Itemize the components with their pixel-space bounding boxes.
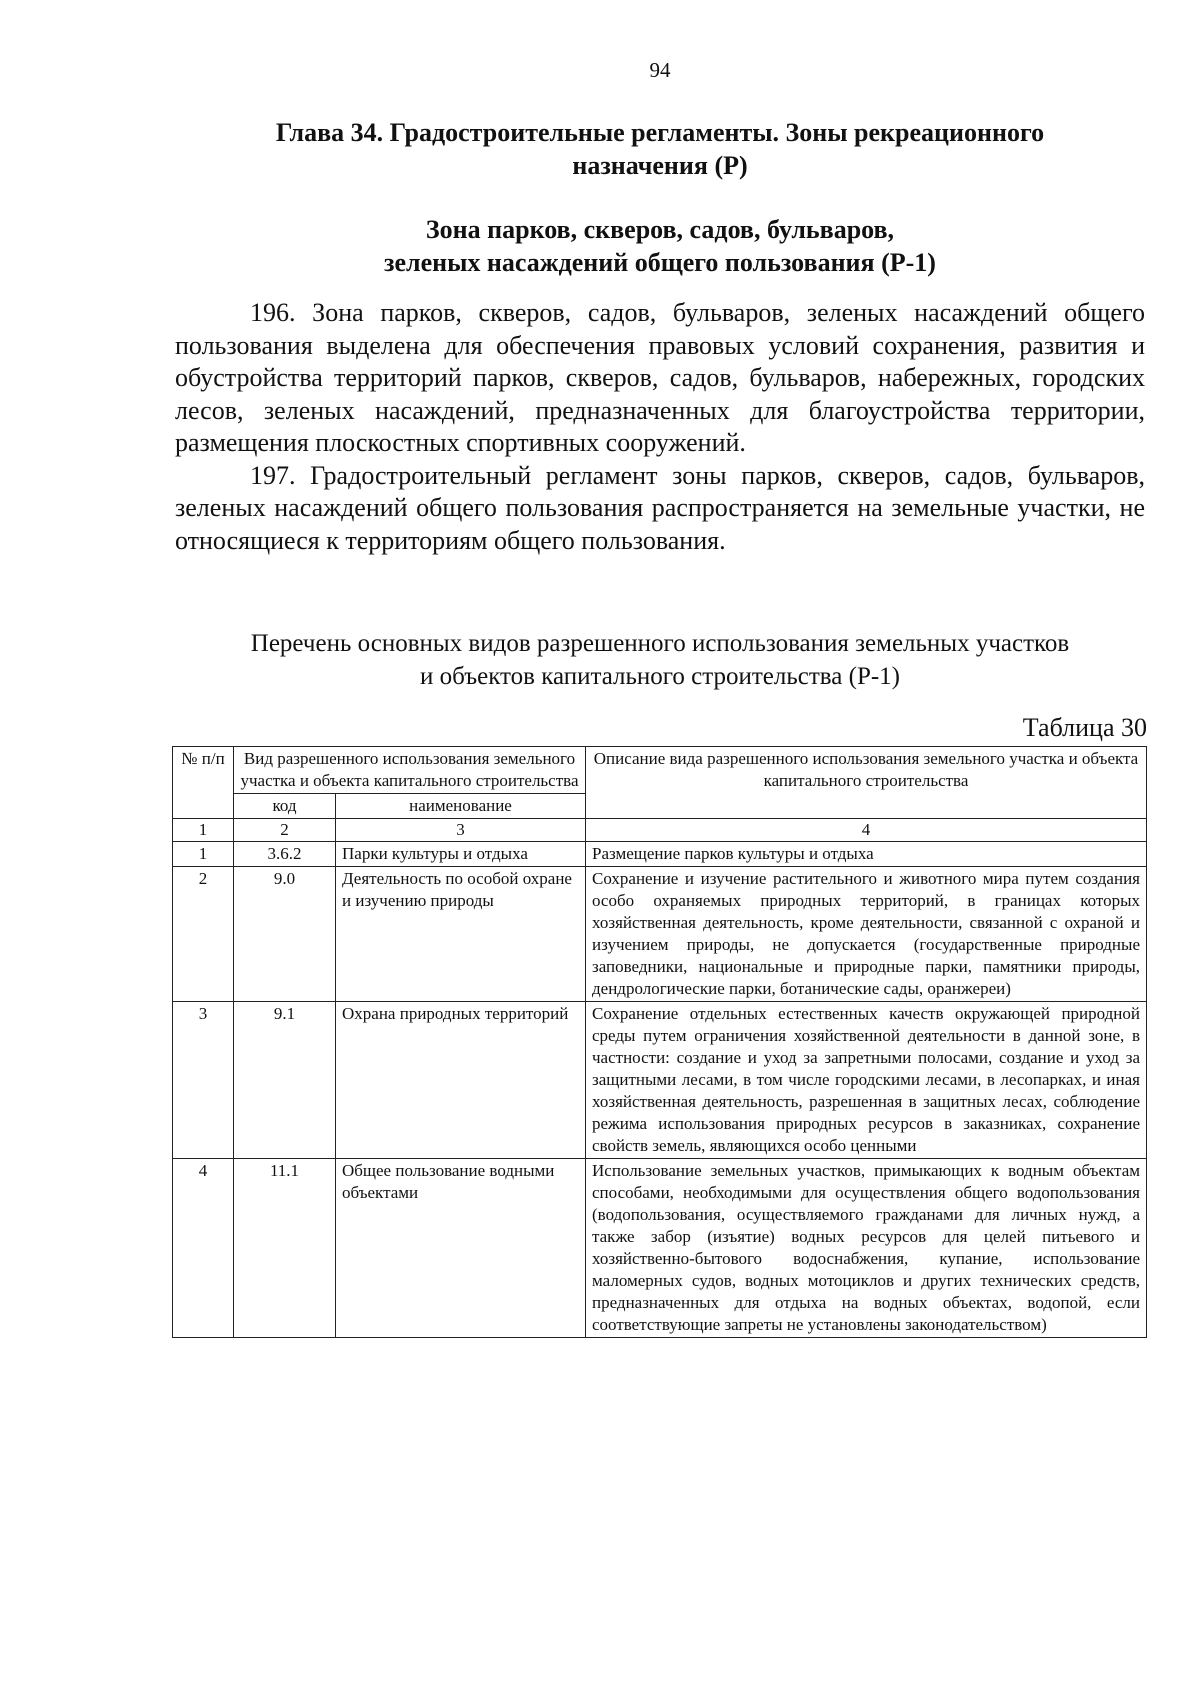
paragraph-196: 196. Зона парков, скверов, садов, бульваров, зеленых насаждений общего пользования выделена для обеспечения правовых условий сохранения, развития и обустройства территорий парков, скверов, садов, бульваров, набережных, городских лесов, зеленых насаждений, предназначенных для благоустройства территории, размещения плоскостных спортивных сооружений. — [175, 298, 1145, 457]
zone-title-line-1: Зона парков, скверов, садов, бульваров, — [425, 215, 895, 244]
row-number: 2 — [173, 867, 234, 1002]
zone-title — [170, 213, 1150, 279]
table-row — [173, 867, 1147, 1002]
list-caption-line-1: Перечень основных видов разрешенного использования земельных участков — [250, 630, 1070, 657]
chapter-title-line-1: Глава 34. Градостроительные регламенты. Зоны рекреационного — [275, 118, 1045, 147]
table-row — [173, 1159, 1147, 1338]
row-code: 11.1 — [234, 1159, 336, 1338]
table-header-row — [173, 747, 1147, 794]
row-description: Использование земельных участков, примыкающих к водным объектам способами, необходимыми для осуществления общего водопользования (водопользования, осуществляемого гражданами для личных нужд, а также забор (изъятие) водных ресурсов для целей питьевого и хозяйственно-бытового водоснабжения, купание, использование маломерных судов, водных мотоциклов и других технических средств, предназначенных для отдыха на водных объектах, водопой, если соответствующие запреты не установлены законодательством) — [586, 1159, 1147, 1338]
row-description: Сохранение и изучение растительного и животного мира путем создания особо охраняемых природных территорий, в границах которых хозяйственная деятельность, кроме деятельности, связанной с охраной и изучением природы, не допускается (государственные природные заповедники, национальные и природные парки, памятники природы, дендрологические парки, ботанические сады, оранжереи) — [586, 867, 1147, 1002]
row-number: 1 — [173, 842, 234, 867]
column-number: 4 — [586, 819, 1147, 842]
list-caption — [170, 627, 1150, 693]
row-number: 3 — [173, 1002, 234, 1159]
column-number-row — [173, 819, 1147, 842]
zone-title-line-2: зеленых насаждений общего пользования (Р-1) — [384, 248, 936, 277]
column-number: 1 — [173, 819, 234, 842]
header-description: Описание вида разрешенного использования земельного участка и объекта капитального строительства — [586, 747, 1147, 819]
row-description: Сохранение отдельных естественных качеств окружающей природной среды путем ограничения хозяйственной деятельности в данной зоне, в частности: создание и уход за запретными полосами, создание и уход за защитными лесами, в том числе городскими лесами, в лесопарках, и иная хозяйственная деятельность, разрешенная в защитных лесах, соблюдение режима использования природных ресурсов в заказниках, сохранение свойств земель, являющихся особо ценными — [586, 1002, 1147, 1159]
row-name: Общее пользование водными объектами — [336, 1159, 586, 1338]
chapter-title-line-2: назначения (Р) — [572, 151, 748, 180]
row-code: 9.0 — [234, 867, 336, 1002]
header-num: № п/п — [173, 747, 234, 819]
chapter-title — [170, 116, 1150, 182]
column-number: 3 — [336, 819, 586, 842]
header-code: код — [234, 794, 336, 819]
column-number: 2 — [234, 819, 336, 842]
row-code: 9.1 — [234, 1002, 336, 1159]
permitted-use-table — [172, 746, 1147, 1338]
row-number: 4 — [173, 1159, 234, 1338]
row-description: Размещение парков культуры и отдыха — [586, 842, 1147, 867]
header-kind: Вид разрешенного использования земельного участка и объекта капитального строительства — [234, 747, 586, 794]
row-name: Деятельность по особой охране и изучению природы — [336, 867, 586, 1002]
page-number: 94 — [649, 58, 671, 82]
row-name: Парки культуры и отдыха — [336, 842, 586, 867]
table-row — [173, 1002, 1147, 1159]
row-name: Охрана природных территорий — [336, 1002, 586, 1159]
header-name: наименование — [336, 794, 586, 819]
paragraph-197: 197. Градостроительный регламент зоны парков, скверов, садов, бульваров, зеленых насаждений общего пользования распространяется на земельные участки, не относящиеся к территориям общего пользования. — [175, 460, 1145, 555]
row-code: 3.6.2 — [234, 842, 336, 867]
list-caption-line-2: и объектов капитального строительства (Р-1) — [419, 663, 901, 690]
table-label: Таблица 30 — [1022, 713, 1147, 742]
body-text — [175, 297, 1145, 557]
table-row — [173, 842, 1147, 867]
